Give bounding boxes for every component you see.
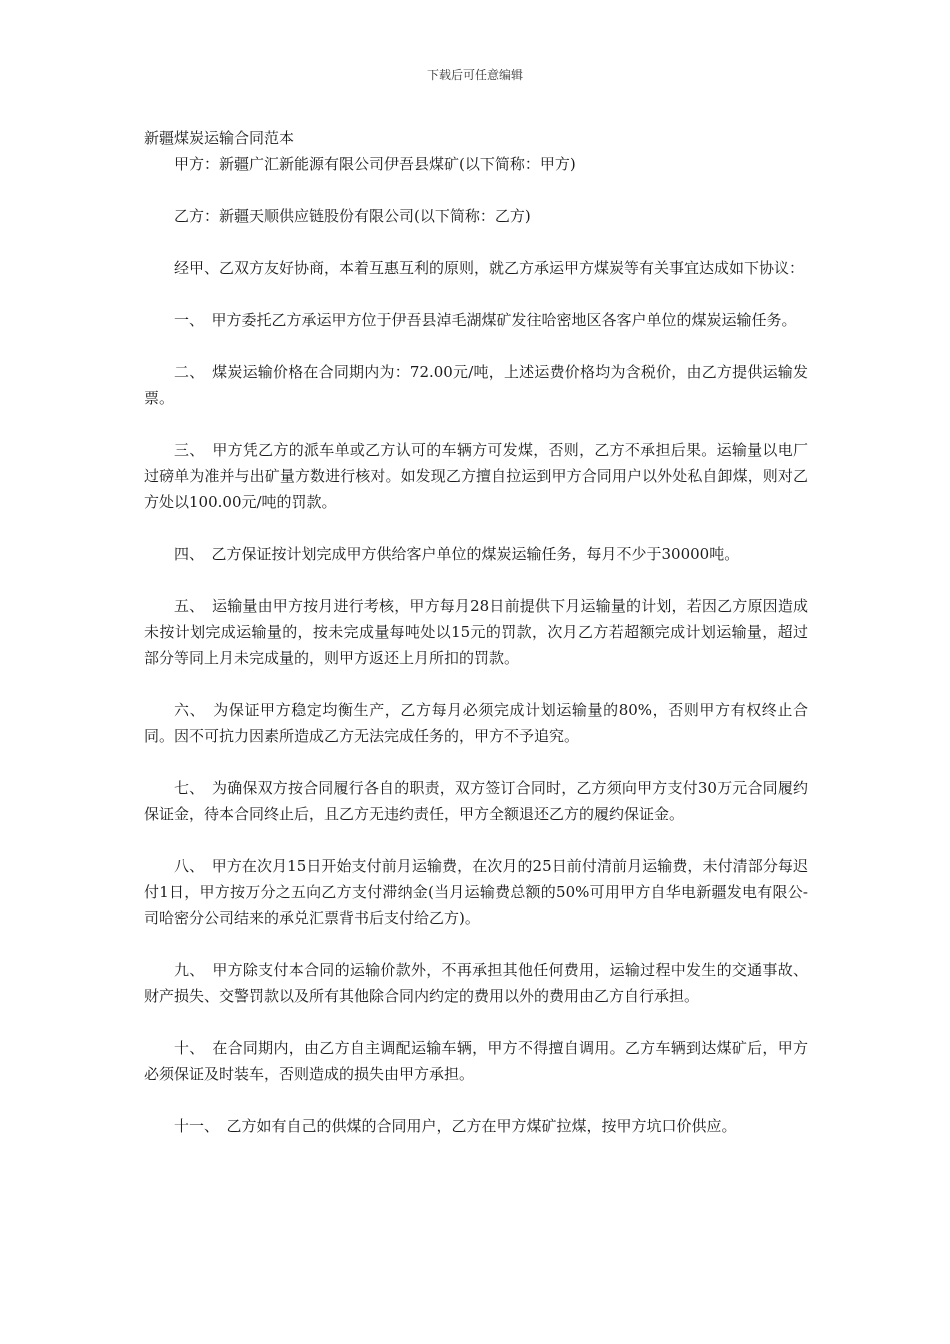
party-b-line: 乙方：新疆天顺供应链股份有限公司(以下简称：乙方) [174,207,531,225]
party-a-line: 甲方：新疆广汇新能源有限公司伊吾县煤矿(以下简称：甲方) [174,155,576,173]
clause-1: 一、 甲方委托乙方承运甲方位于伊吾县淖毛湖煤矿发往哈密地区各客户单位的煤炭运输任务。 [174,311,797,329]
clause-11: 十一、 乙方如有自己的供煤的合同用户，乙方在甲方煤矿拉煤，按甲方坑口价供应。 [174,1117,737,1135]
intro-paragraph: 经甲、乙双方友好协商，本着互惠互利的原则，就乙方承运甲方煤炭等有关事宜达成如下协议： [174,259,805,277]
clause-5: 五、 运输量由甲方按月进行考核，甲方每月28日前提供下月运输量的计划，若因乙方原因造成未按计划完成运输量的，按未完成量每吨处以15元的罚款，次月乙方若超额完成计划运输量，超过部分等同上月未完成量的，则甲方返还上月所扣的罚款。 [144,597,808,667]
clause-2: 二、 煤炭运输价格在合同期内为：72.00元/吨，上述运费价格均为含税价，由乙方提供运输发票。 [144,363,808,407]
document-body [144,125,808,1165]
clause-10: 十、 在合同期内，由乙方自主调配运输车辆，甲方不得擅自调用。乙方车辆到达煤矿后，甲方必须保证及时装车，否则造成的损失由甲方承担。 [144,1039,808,1083]
clause-8: 八、 甲方在次月15日开始支付前月运输费，在次月的25日前付清前月运输费，未付清部分每迟付1日，甲方按万分之五向乙方支付滞纳金(当月运输费总额的50%可用甲方自华电新疆发电有限公-司哈密分公司结来的承兑汇票背书后支付给乙方)。 [144,857,808,927]
clause-6: 六、 为保证甲方稳定均衡生产，乙方每月必须完成计划运输量的80%，否则甲方有权终止合同。因不可抗力因素所造成乙方无法完成任务的，甲方不予追究。 [144,701,808,745]
clause-4: 四、 乙方保证按计划完成甲方供给客户单位的煤炭运输任务，每月不少于30000吨。 [174,545,740,563]
clause-9: 九、 甲方除支付本合同的运输价款外，不再承担其他任何费用，运输过程中发生的交通事故、财产损失、交警罚款以及所有其他除合同内约定的费用以外的费用由乙方自行承担。 [144,961,808,1005]
document-title: 新疆煤炭运输合同范本 [144,129,295,147]
page-header: 下载后可任意编辑 [426,68,523,82]
clause-7: 七、 为确保双方按合同履行各自的职责，双方签订合同时，乙方须向甲方支付30万元合同履约保证金，待本合同终止后，且乙方无违约责任，甲方全额退还乙方的履约保证金。 [144,779,808,823]
clause-3: 三、 甲方凭乙方的派车单或乙方认可的车辆方可发煤，否则，乙方不承担后果。运输量以电厂过磅单为准并与出矿量方数进行核对。如发现乙方擅自拉运到甲方合同用户以外处私自卸煤，则对乙方处以100.00元/吨的罚款。 [144,441,808,511]
